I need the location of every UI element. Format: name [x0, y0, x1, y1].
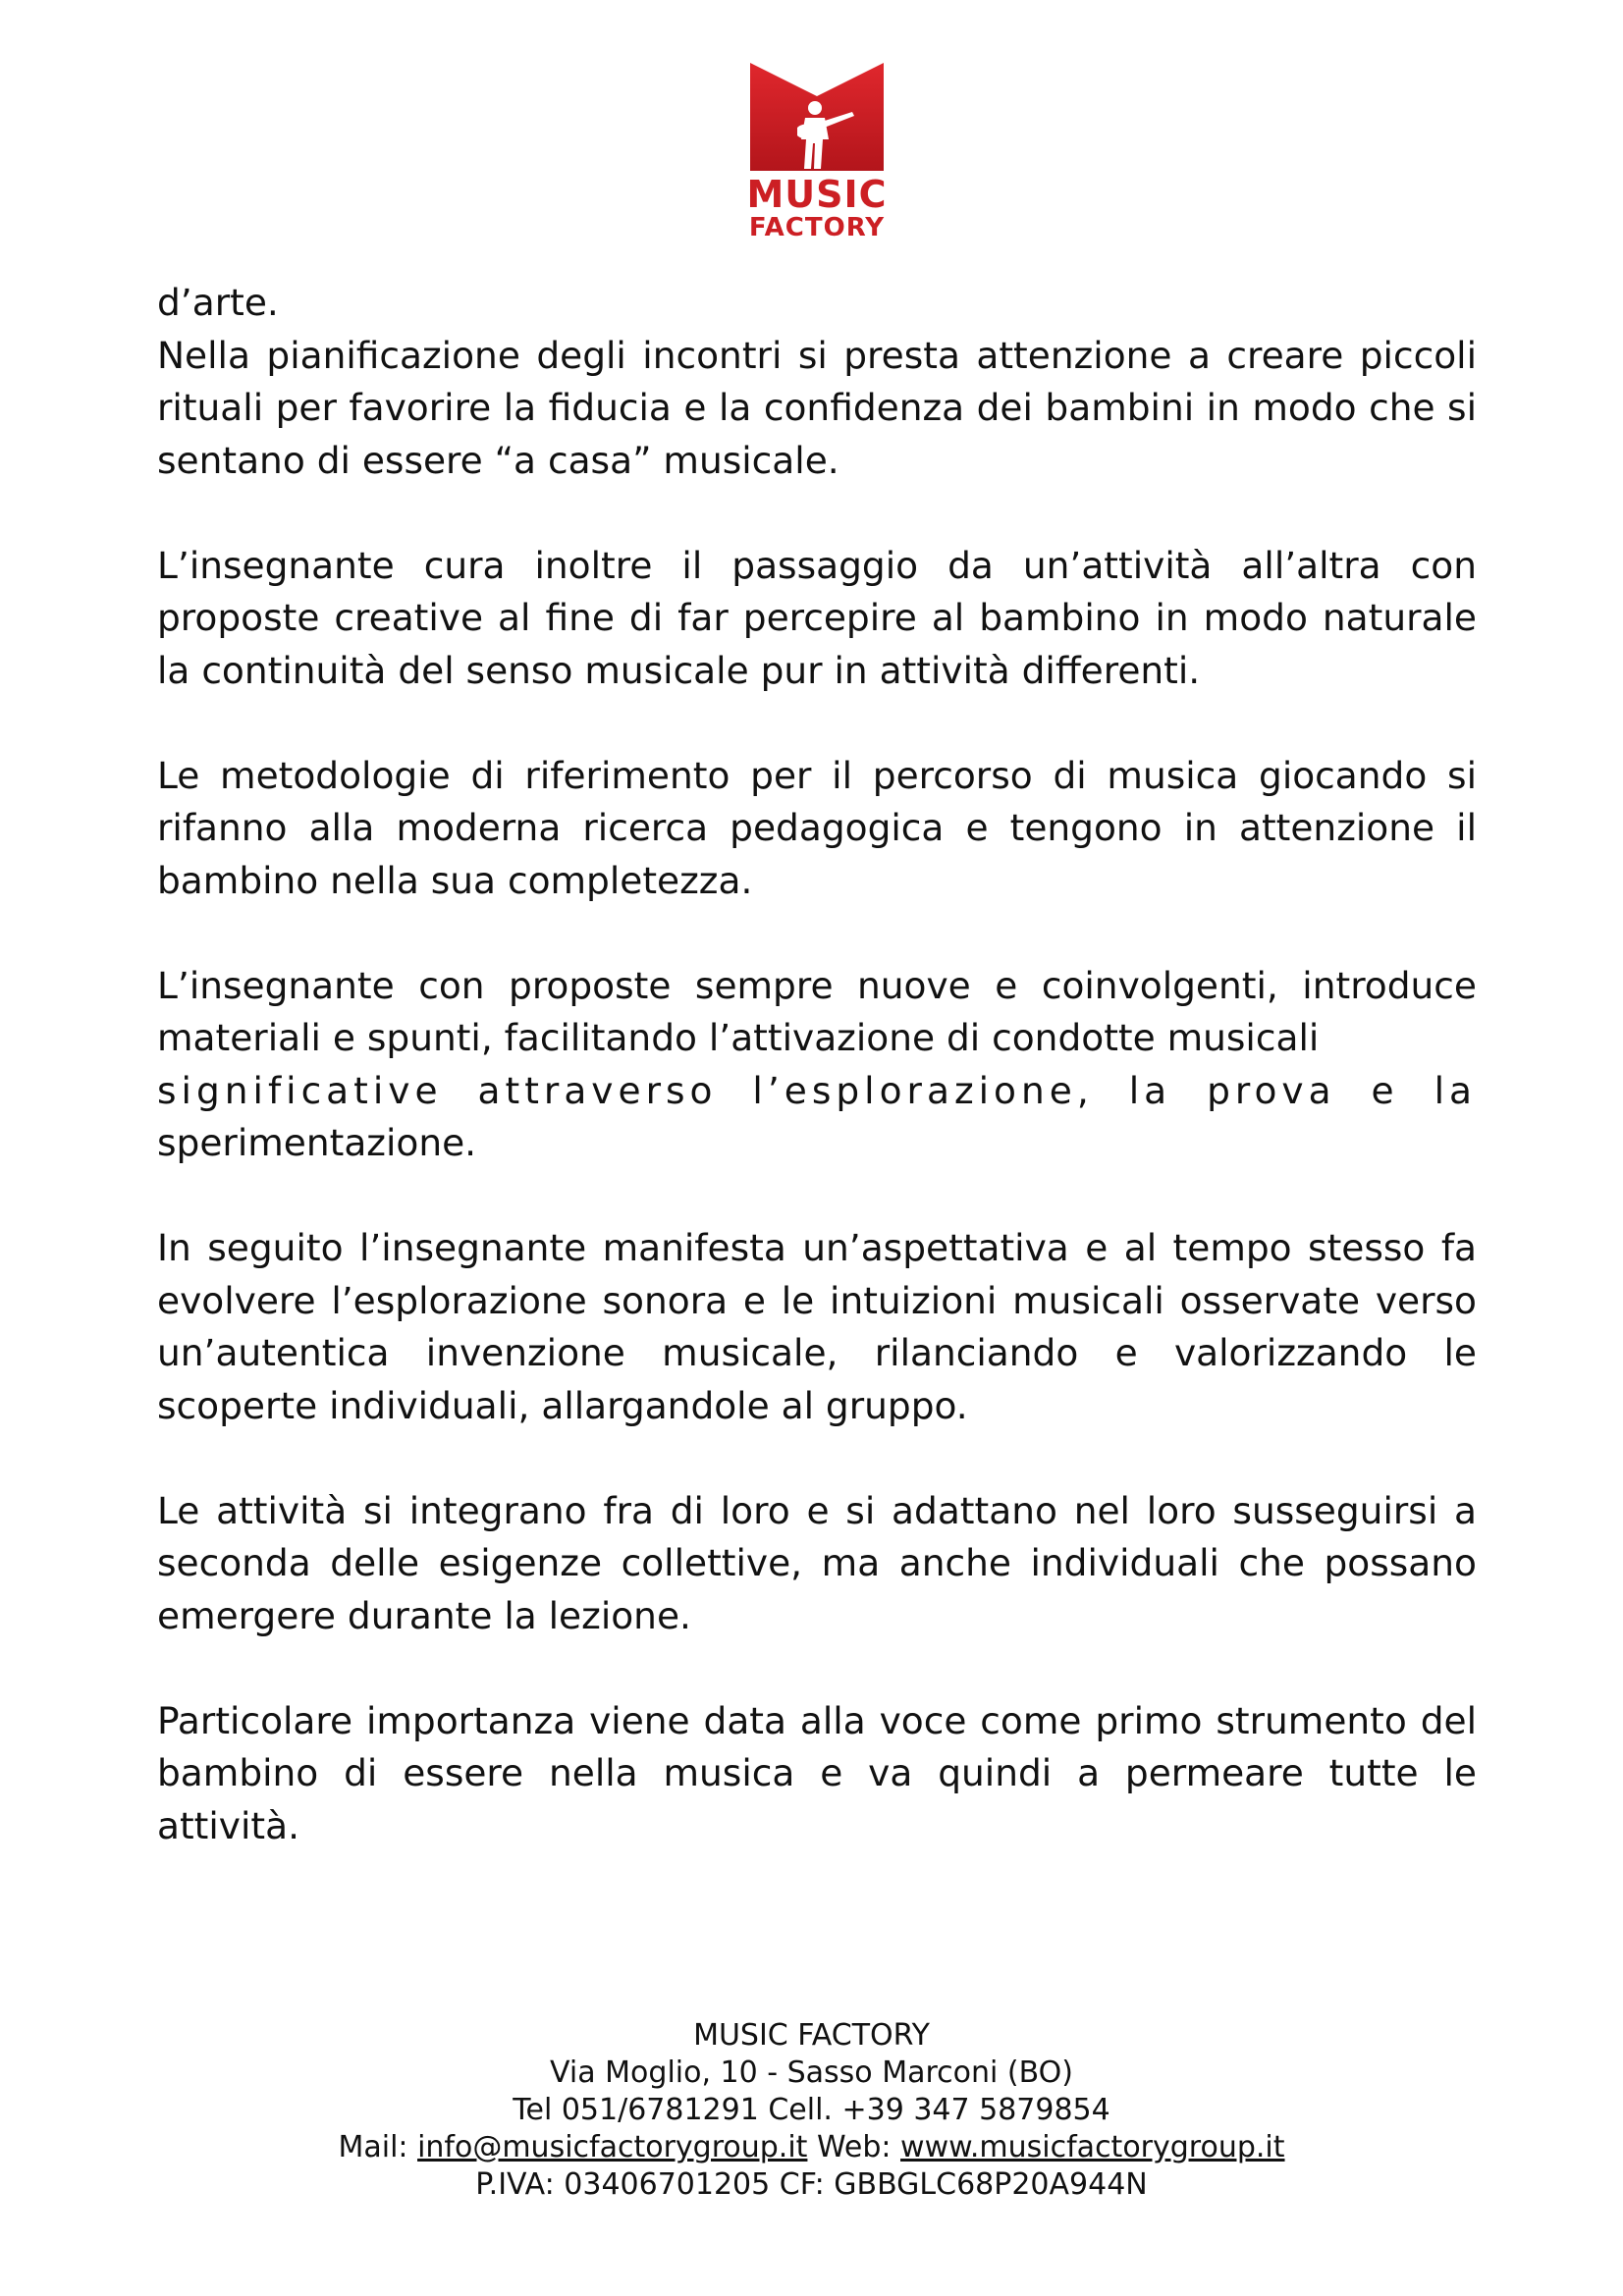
footer — [0, 2017, 1623, 2204]
footer-mail-link[interactable]: info@musicfactorygroup.it — [417, 2130, 808, 2164]
footer-vat: P.IVA: 03406701205 CF: GBBGLC68P20A944N — [475, 2167, 1148, 2202]
paragraph-transitions: L’insegnante cura inoltre il passaggio da un’attività all’altra con proposte creative al fine di far percepire al bambino in modo naturale la continuità del senso musicale pur in attività differenti. — [157, 543, 1477, 692]
document-body — [157, 277, 1477, 1905]
paragraph-materials — [157, 960, 1477, 1065]
footer-address: Via Moglio, 10 - Sasso Marconi (BO) — [550, 2056, 1073, 2090]
paragraph-continuation: d’arte. — [157, 281, 279, 324]
paragraph-exploration: In seguito l’insegnante manifesta un’aspettativa e al tempo stesso fa evolvere l’esplorazione sonora e le intuizioni musicali osservate verso un’autentica invenzione musicale, rilanciando e valorizzando le scoperte individuali, allargandole al gruppo. — [157, 1226, 1477, 1427]
paragraph-voice: Particolare importanza viene data alla voce come primo strumento del bambino di essere nella musica e va quindi a permeare tutte le attività. — [157, 1698, 1477, 1847]
logo-text-music: MUSIC — [746, 173, 888, 216]
paragraph-rituals: Nella pianificazione degli incontri si presta attenzione a creare piccoli rituali per favorire la fiducia e la confidenza dei bambini in modo che si sentano di essere “a casa” musicale. — [157, 333, 1477, 482]
paragraph-materials-line-c: sperimentazione. — [157, 1121, 477, 1164]
footer-contacts — [0, 2129, 1623, 2166]
music-factory-logo — [744, 59, 890, 247]
paragraph-materials-line-a: L’insegnante con proposte sempre nuove e coinvolgenti, introduce materiali e spunti, facilitando l’attivazione di condotte musicali — [157, 963, 1477, 1059]
footer-phone: Tel 051/6781291 Cell. +39 347 5879854 — [513, 2093, 1110, 2127]
paragraph-activities: Le attività si integrano fra di loro e si adattano nel loro susseguirsi a seconda delle esigenze collettive, ma anche individuali che possano emergere durante la lezione. — [157, 1488, 1477, 1637]
paragraph-materials-line-b: significative attraverso l’esplorazione, la prova e la — [157, 1068, 1477, 1112]
paragraph-methodologies: Le metodologie di riferimento per il percorso di musica giocando si rifanno alla moderna ricerca pedagogica e tengono in attenzione il bambino nella sua completezza. — [157, 753, 1477, 902]
footer-web-label: Web: — [807, 2130, 901, 2164]
footer-mail-label: Mail: — [338, 2130, 418, 2164]
footer-web-link[interactable]: www.musicfactorygroup.it — [900, 2130, 1285, 2164]
logo-emblem-icon — [744, 59, 890, 177]
footer-company: MUSIC FACTORY — [693, 2018, 930, 2053]
logo-text-factory: FACTORY — [748, 213, 886, 242]
